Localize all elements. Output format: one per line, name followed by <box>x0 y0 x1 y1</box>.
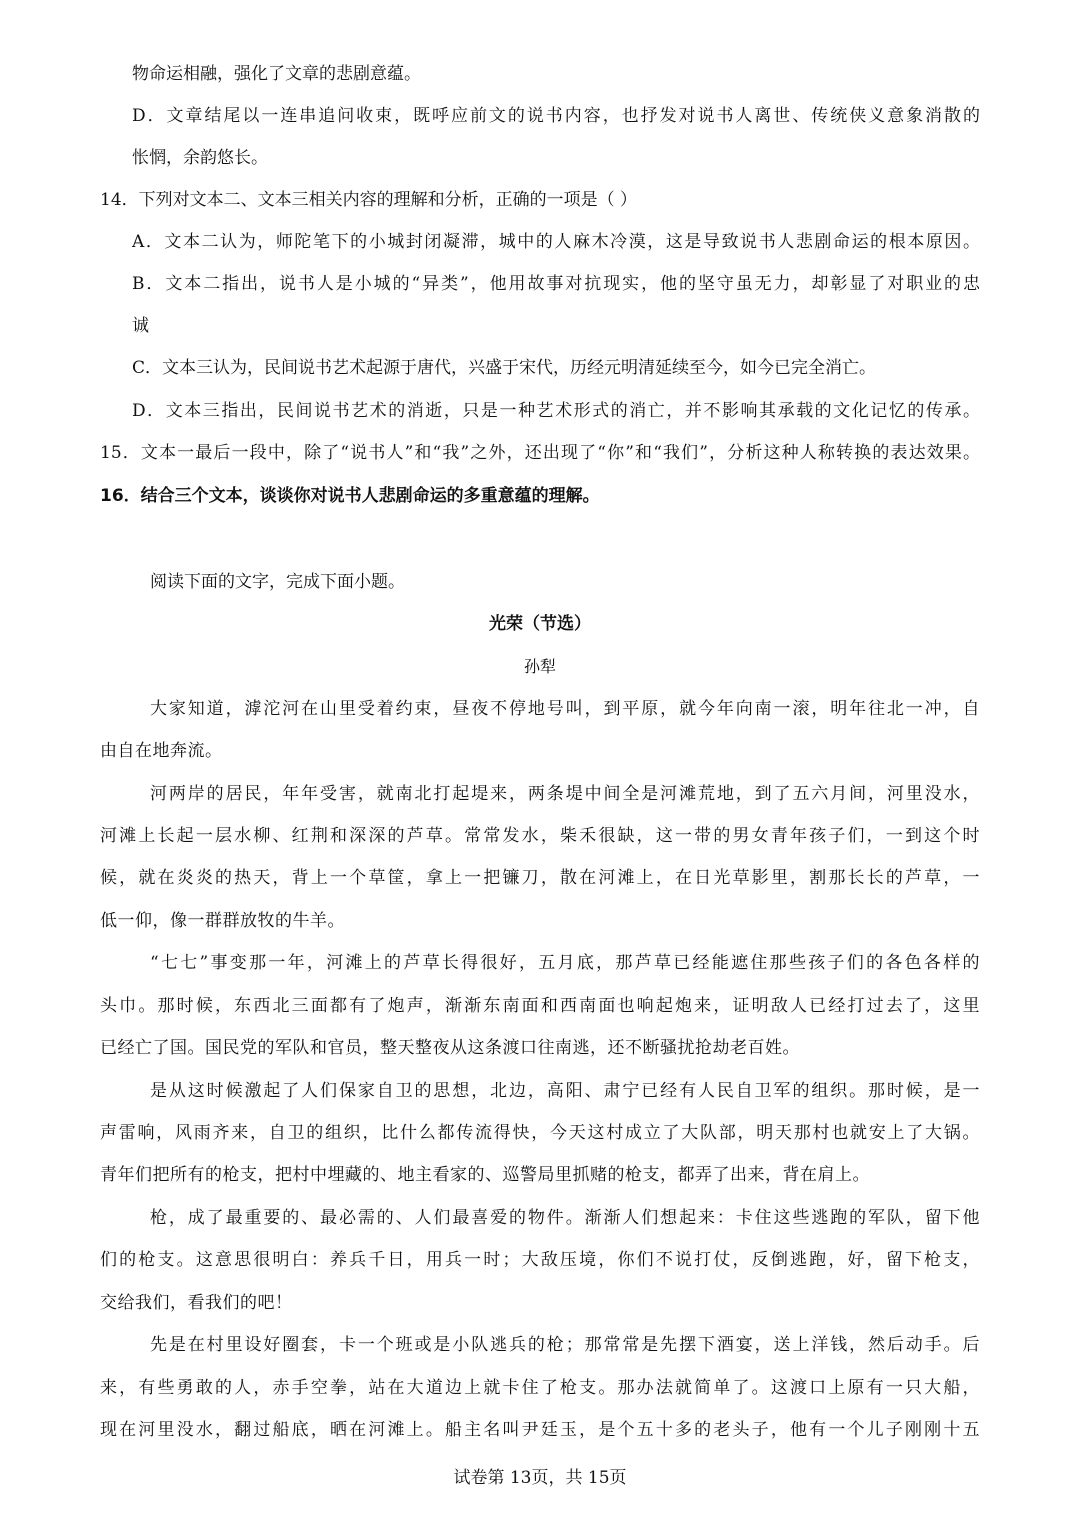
paragraph-3-line-2: 头巾。那时候，东西北三面都有了炮声，渐渐东南面和西南面也响起炮来，证明敌人已经打过去了，这里 <box>100 996 980 1016</box>
paragraph-2-line-3: 候，就在炎炎的热天，背上一个草筐，拿上一把镰刀，散在河滩上，在日光草影里，割那长长的芦草，一 <box>100 868 980 888</box>
paragraph-5-line-1: 枪，成了最重要的、最必需的、人们最喜爱的物件。渐渐人们想起来：卡住这些逃跑的军队，留下他 <box>150 1208 980 1228</box>
question-14-option-d: D．文本三指出，民间说书艺术的消逝，只是一种艺术形式的消亡，并不影响其承载的文化记忆的传承。 <box>132 401 980 421</box>
reading-author: 孙犁 <box>523 657 556 676</box>
paragraph-4-line-1: 是从这时候激起了人们保家自卫的思想，北边，高阳、肃宁已经有人民自卫军的组织。那时候，是一 <box>150 1081 980 1101</box>
paragraph-3-line-1: “七七”事变那一年，河滩上的芦草长得很好，五月底，那芦草已经能遮住那些孩子们的各色各样的 <box>150 953 980 973</box>
paragraph-5-line-2: 们的枪支。这意思很明白：养兵千日，用兵一时；大敌压境，你们不说打仗，反倒逃跑，好，留下枪支， <box>100 1250 980 1270</box>
paragraph-2-line-2: 河滩上长起一层水柳、红荆和深深的芦草。常常发水，柴禾很缺，这一带的男女青年孩子们，一到这个时 <box>100 826 980 846</box>
paragraph-1-line-1: 大家知道，滹沱河在山里受着约束，昼夜不停地号叫，到平原，就今年向南一滚，明年往北一冲，自 <box>150 699 980 719</box>
paragraph-3-line-3: 已经亡了国。国民党的军队和官员，整天整夜从这条渡口往南逃，还不断骚扰抢劫老百姓。 <box>100 1038 800 1058</box>
question-14-option-c: C．文本三认为，民间说书艺术起源于唐代，兴盛于宋代，历经元明清延续至今，如今已完全消亡。 <box>132 358 877 378</box>
paragraph-2-line-4: 低一仰，像一群群放牧的牛羊。 <box>100 911 345 931</box>
paragraph-5-line-3: 交给我们，看我们的吧！ <box>100 1293 293 1313</box>
paragraph-6-line-3: 现在河里没水，翻过船底，晒在河滩上。船主名叫尹廷玉，是个五十多的老头子，他有一个儿子刚刚十五 <box>100 1420 980 1440</box>
reading-title: 光荣（节选） <box>489 614 591 634</box>
question-14-option-b-line-1: B．文本二指出，说书人是小城的“异类”，他用故事对抗现实，他的坚守虽无力，却彰显了对职业的忠 <box>132 274 980 294</box>
option-d-line-2: 怅惘，余韵悠长。 <box>132 148 268 168</box>
paragraph-4-line-3: 青年们把所有的枪支，把村中埋藏的、地主看家的、巡警局里抓赌的枪支，都弄了出来，背在肩上。 <box>100 1165 870 1185</box>
question-14-stem: 14．下列对文本二、文本三相关内容的理解和分析，正确的一项是（ ） <box>100 190 638 210</box>
question-16-stem: 16．结合三个文本，谈谈你对说书人悲剧命运的多重意蕴的理解。 <box>100 486 600 506</box>
paragraph-6-line-1: 先是在村里设好圈套，卡一个班或是小队逃兵的枪；那常常是先摆下酒宴，送上洋钱，然后动手。后 <box>150 1335 980 1355</box>
page-footer: 试卷第 13页，共 15页 <box>453 1468 627 1488</box>
paragraph-6-line-2: 来，有些勇敢的人，赤手空拳，站在大道边上就卡住了枪支。那办法就简单了。这渡口上原有一只大船， <box>100 1378 980 1398</box>
option-c-continuation: 物命运相融，强化了文章的悲剧意蕴。 <box>132 64 421 84</box>
paragraph-1-line-2: 由自在地奔流。 <box>100 741 223 761</box>
paragraph-4-line-2: 声雷响，风雨齐来，自卫的组织，比什么都传流得快，今天这村成立了大队部，明天那村也就安上了大锅。 <box>100 1123 980 1143</box>
question-15-stem: 15．文本一最后一段中，除了“说书人”和“我”之外，还出现了“你”和“我们”，分析这种人称转换的表达效果。 <box>100 443 980 463</box>
question-14-option-a: A．文本二认为，师陀笔下的小城封闭凝滞，城中的人麻木冷漠，这是导致说书人悲剧命运的根本原因。 <box>132 232 980 252</box>
question-14-option-b-line-2: 诚 <box>132 316 149 336</box>
paragraph-2-line-1: 河两岸的居民，年年受害，就南北打起堤来，两条堤中间全是河滩荒地，到了五六月间，河里没水， <box>150 784 980 804</box>
option-d-line-1: D．文章结尾以一连串追问收束，既呼应前文的说书内容，也抒发对说书人离世、传统侠义意象消散的 <box>132 106 980 126</box>
reading-instruction: 阅读下面的文字，完成下面小题。 <box>150 572 405 592</box>
